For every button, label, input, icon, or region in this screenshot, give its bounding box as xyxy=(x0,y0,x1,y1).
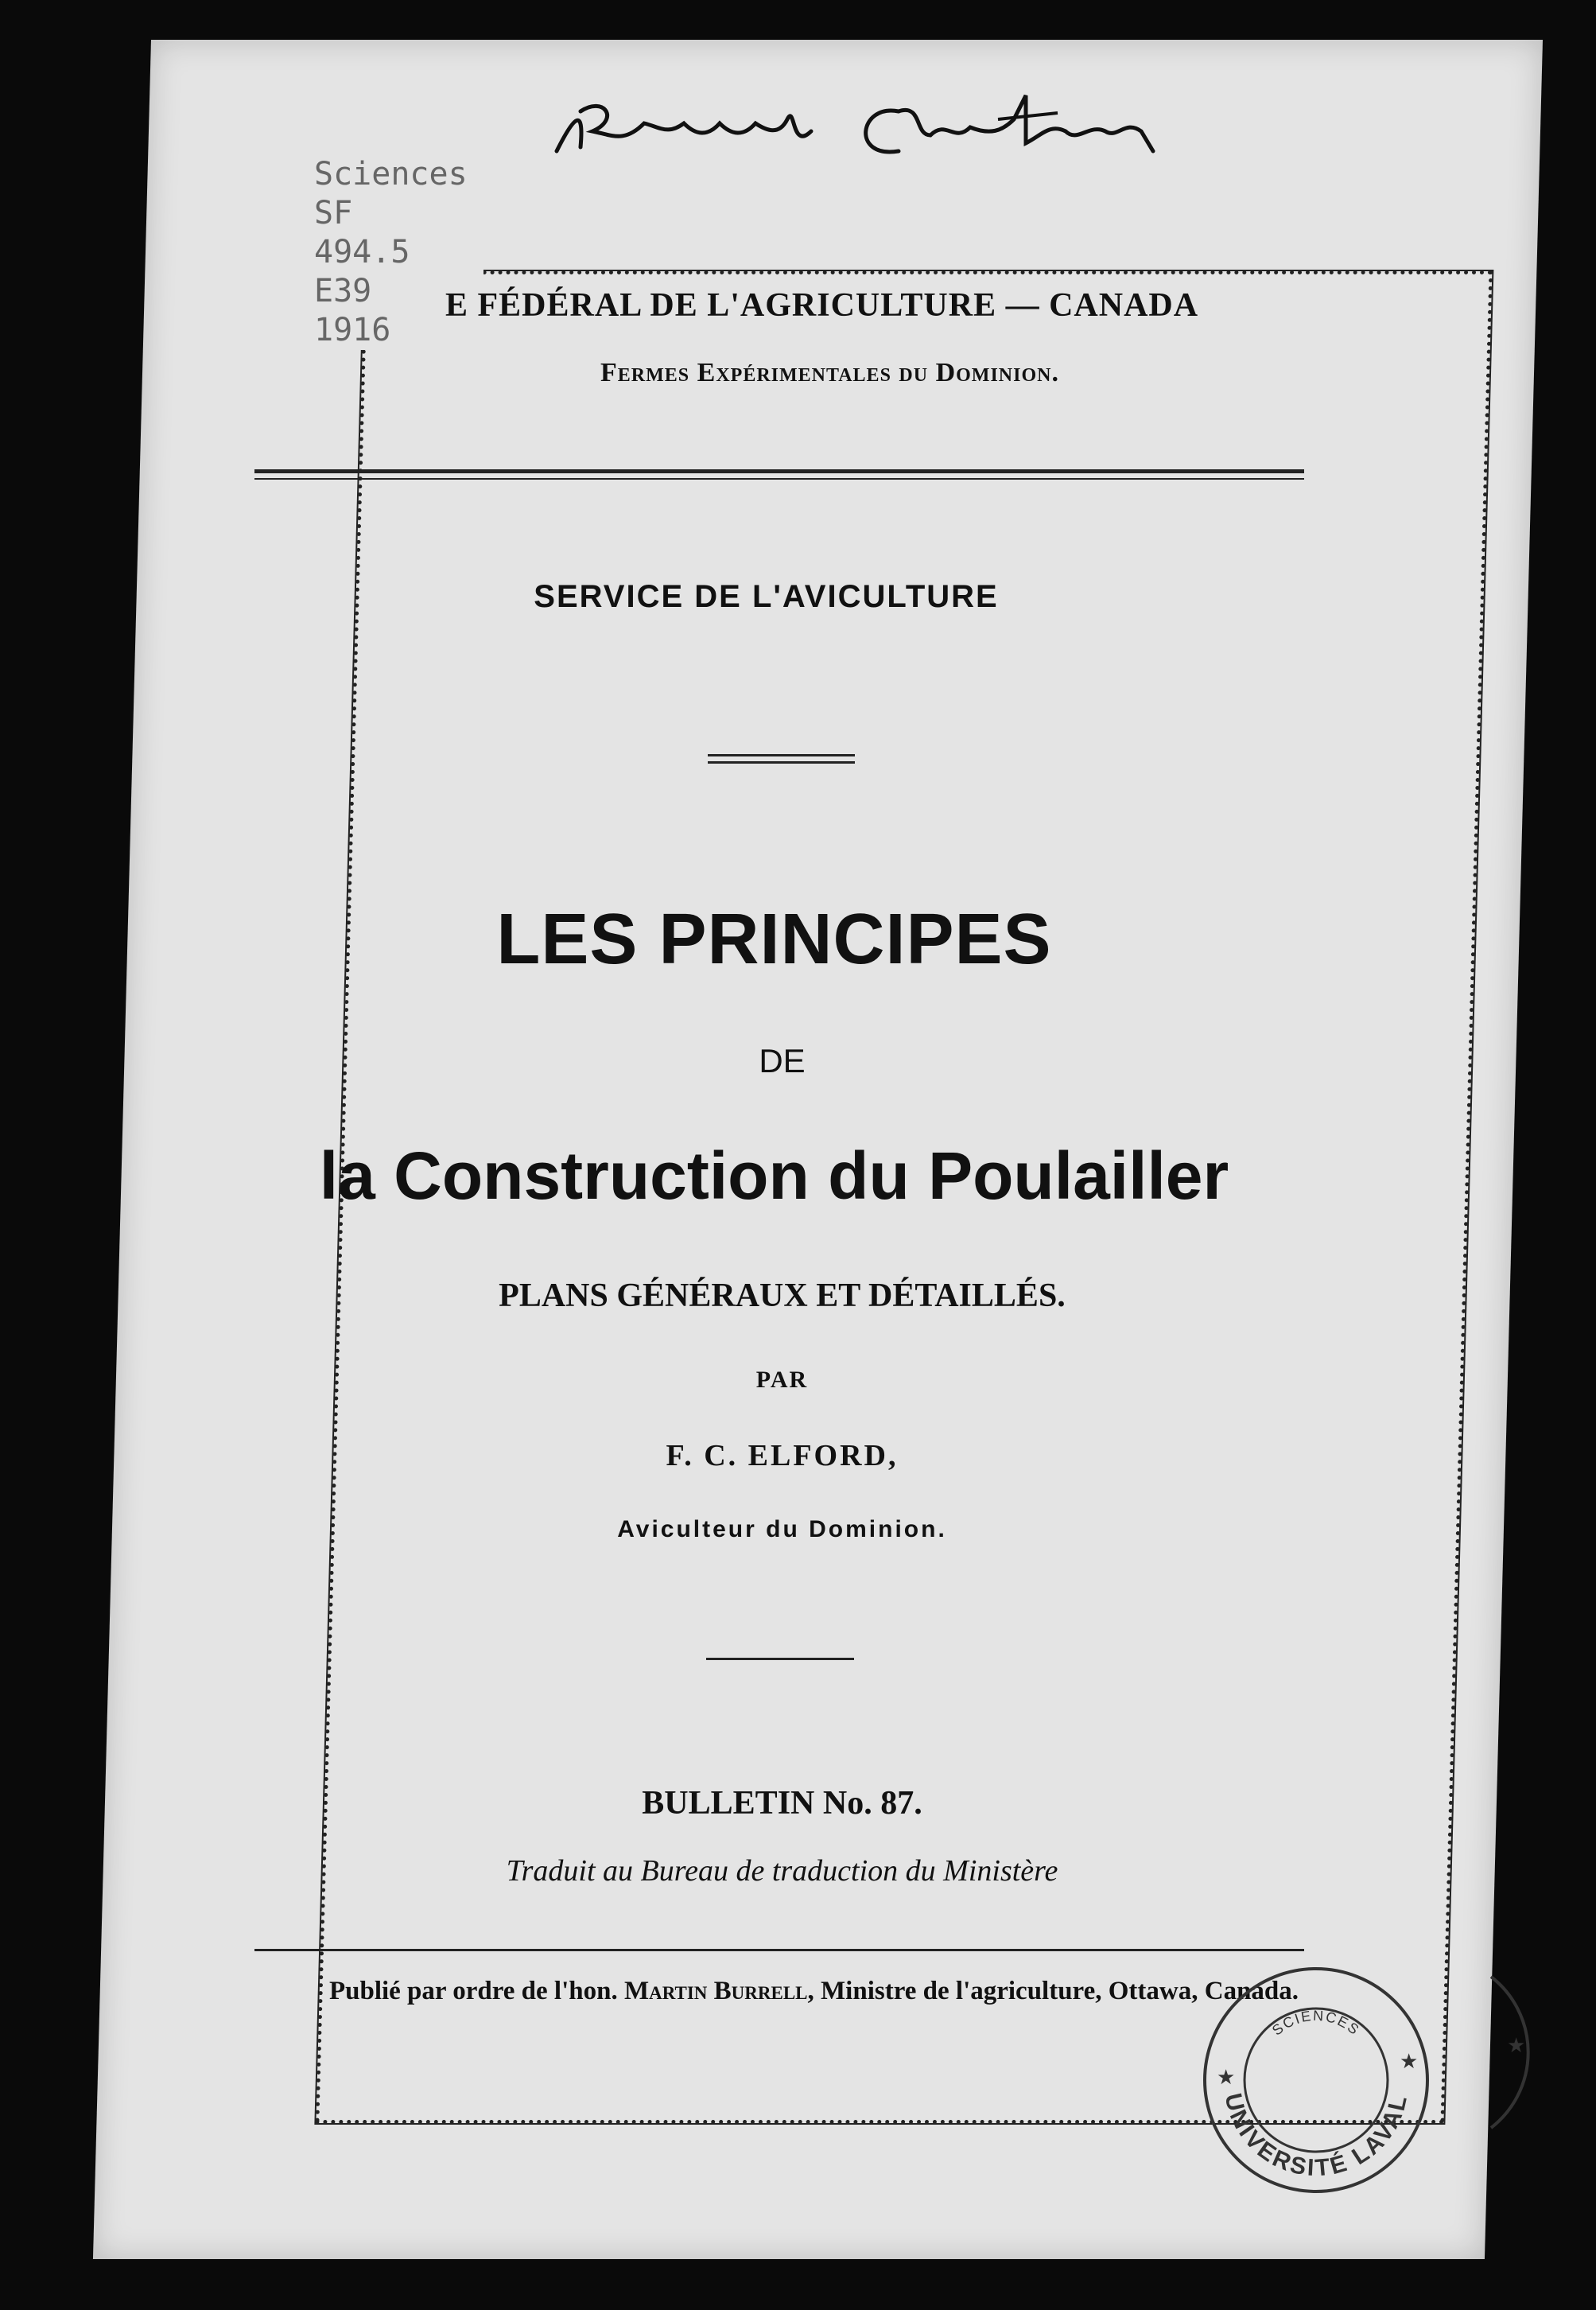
title-main: LES PRINCIPES xyxy=(496,900,1052,979)
bulletin-number: BULLETIN No. 87. xyxy=(642,1785,922,1822)
edge-stamp-fragment xyxy=(1487,1973,1543,2132)
title-connector: DE xyxy=(759,1042,806,1079)
star-icon: ★ xyxy=(1217,2066,1236,2089)
call-number-line: 1916 xyxy=(314,312,391,348)
call-number-line: SF xyxy=(314,195,353,231)
call-number-line: E39 xyxy=(314,273,372,309)
ornament-double-rule xyxy=(708,754,855,764)
author-role: Aviculteur du Dominion. xyxy=(617,1516,947,1542)
farms-heading: Fermes Expérimentales du Dominion. xyxy=(600,358,1059,387)
svg-text:SCIENCES xyxy=(1269,2008,1363,2039)
author-name: F. C. ELFORD, xyxy=(666,1439,899,1472)
title-sub: la Construction du Poulailler xyxy=(319,1138,1229,1213)
department-heading: E FÉDÉRAL DE L'AGRICULTURE — CANADA xyxy=(445,287,1199,324)
publication-prefix: Publié par ordre de l'hon. xyxy=(328,1977,624,2005)
translation-note: Traduit au Bureau de traduction du Ministère xyxy=(506,1854,1058,1888)
subtitle: PLANS GÉNÉRAUX ET DÉTAILLÉS. xyxy=(499,1278,1066,1314)
library-stamp xyxy=(1185,1965,1447,2195)
call-number-line: Sciences xyxy=(314,156,468,192)
handwritten-signature xyxy=(549,88,1161,175)
header-double-rule xyxy=(254,469,1304,480)
service-heading: SERVICE DE L'AVICULTURE xyxy=(534,579,999,614)
separator-rule xyxy=(706,1658,854,1660)
stamp-inner-text: SCIENCES xyxy=(1268,2007,1364,2039)
publication-suffix: , Ministre de l'agriculture, Ottawa, Canada. xyxy=(807,1977,1299,2005)
call-number-line: 494.5 xyxy=(314,234,410,270)
star-icon: ★ xyxy=(1507,2034,1526,2057)
stamp-outer-text: UNIVERSITÉ LAVAL xyxy=(1219,2090,1413,2182)
footer-rule xyxy=(254,1949,1304,1951)
minister-name: Martin Burrell xyxy=(623,1977,808,2005)
by-label: PAR xyxy=(755,1367,809,1393)
star-icon: ★ xyxy=(1400,2050,1419,2073)
